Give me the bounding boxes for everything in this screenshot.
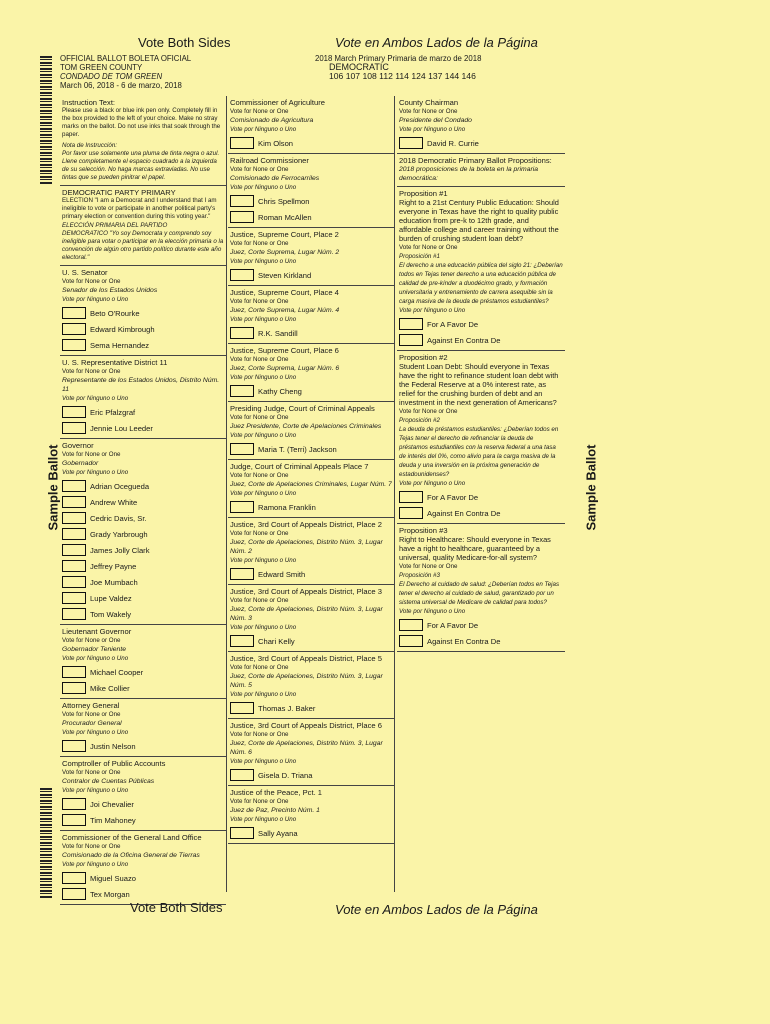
- vote-oval[interactable]: [62, 480, 86, 492]
- proposition-block: [397, 524, 565, 652]
- candidate-option[interactable]: [230, 768, 392, 782]
- candidate-option[interactable]: [230, 384, 392, 398]
- candidate-option[interactable]: [62, 607, 224, 621]
- vote-instruction-es: Vote por Ninguno o Uno: [230, 258, 297, 265]
- vote-oval[interactable]: [230, 443, 254, 455]
- vote-oval[interactable]: [62, 512, 86, 524]
- footer-vote-ambos-lados: Vote en Ambos Lados de la Página: [335, 902, 538, 917]
- official-ballot-title: OFFICIAL BALLOT BOLETA OFICIAL: [60, 54, 192, 63]
- vote-instruction: Vote for None or One: [230, 472, 289, 479]
- race-block: [60, 625, 226, 699]
- candidate-option[interactable]: [62, 887, 224, 901]
- race-title: Justice, 3rd Court of Appeals District, Place 3: [230, 587, 382, 596]
- vote-oval[interactable]: [62, 814, 86, 826]
- propositions-list: [397, 187, 565, 652]
- race-title: Justice, 3rd Court of Appeals District, Place 2: [230, 520, 382, 529]
- race-block: [228, 286, 394, 344]
- vote-instruction: Vote for None or One: [62, 278, 121, 285]
- column-1-races: [60, 266, 226, 905]
- vote-instruction: Vote for None or One: [230, 240, 289, 247]
- race-block: [228, 786, 394, 844]
- instruction-title: Instruction Text:: [62, 98, 116, 107]
- candidate-name: David R. Currie: [427, 138, 479, 148]
- vote-oval[interactable]: [399, 635, 423, 647]
- proposition-title: Proposition #2: [399, 353, 448, 362]
- candidate-name: Beto O'Rourke: [90, 308, 140, 318]
- race-title-es: Gobernador: [62, 460, 99, 467]
- candidate-option[interactable]: [62, 739, 224, 753]
- against-label: Against En Contra De: [427, 335, 501, 345]
- race-title-es: Juez de Paz, Precinto Núm. 1: [230, 807, 320, 814]
- candidate-option[interactable]: [230, 210, 392, 224]
- proposition-text-es: El Derecho al cuidado de salud: ¿Deberían todos en Tejas tener el derecho al cuidado de salud, garantizado por un sistema universal de Medicare de calidad para todos?: [399, 581, 560, 606]
- vote-instruction-es: Vote por Ninguno o Uno: [62, 469, 129, 476]
- candidate-name: Edward Smith: [258, 569, 306, 579]
- vote-oval[interactable]: [230, 568, 254, 580]
- candidate-option[interactable]: [62, 813, 224, 827]
- candidate-name: Sema Hernandez: [90, 340, 150, 350]
- candidate-name: Mike Collier: [90, 683, 130, 693]
- party-declaration: [60, 186, 226, 266]
- vote-instruction: Vote for None or One: [230, 798, 289, 805]
- race-title-es: Juez, Corte Suprema, Lugar Núm. 4: [230, 307, 340, 314]
- candidate-option[interactable]: [62, 338, 224, 352]
- vote-instruction-es: Vote por Ninguno o Uno: [230, 490, 297, 497]
- race-title: Justice, 3rd Court of Appeals District, Place 5: [230, 654, 382, 663]
- proposition-title: Proposition #1: [399, 189, 448, 198]
- candidate-option[interactable]: [62, 665, 224, 679]
- race-title-es: Comisionado de Ferrocarriles: [230, 175, 320, 182]
- vote-instruction: Vote for None or One: [62, 843, 121, 850]
- candidate-option[interactable]: [230, 567, 392, 581]
- candidate-option[interactable]: [62, 543, 224, 557]
- vote-oval[interactable]: [62, 339, 86, 351]
- candidate-name: Ramona Franklin: [258, 502, 316, 512]
- candidate-option[interactable]: [62, 421, 224, 435]
- candidate-option[interactable]: [62, 479, 224, 493]
- county-name-es: CONDADO DE TOM GREEN: [60, 72, 163, 81]
- proposition-block: [397, 351, 565, 524]
- race-block: [228, 228, 394, 286]
- vote-oval[interactable]: [230, 385, 254, 397]
- race-title: County Chairman: [399, 98, 459, 107]
- race-block: [60, 439, 226, 625]
- vote-oval[interactable]: [230, 769, 254, 781]
- candidate-option[interactable]: [62, 575, 224, 589]
- candidate-name: Thomas J. Baker: [258, 703, 316, 713]
- party-declaration-text: ELECTION "I am a Democrat and I understand that I am ineligible to vote or participate in another political party's primary election or convention during this voting year.": [62, 197, 217, 220]
- race-title-es: Juez, Corte de Apelaciones, Distrito Núm. 3, Lugar Núm. 5: [230, 673, 383, 689]
- vote-oval[interactable]: [62, 682, 86, 694]
- race-title: Railroad Commissioner: [230, 156, 309, 165]
- vote-instruction: Vote for None or One: [230, 597, 289, 604]
- candidate-name: Grady Yarbrough: [90, 529, 148, 539]
- instruction-text: Please use a black or blue ink pen only. Completely fill in the box provided to the left of your choice. Make no stray marks on the ballot. Do not use inks that soak through the paper.: [62, 107, 221, 138]
- vote-oval[interactable]: [399, 334, 423, 346]
- candidate-name: Chari Kelly: [258, 636, 295, 646]
- vote-instruction: Vote for None or One: [230, 298, 289, 305]
- candidate-option[interactable]: [62, 871, 224, 885]
- race-title-es: Contralor de Cuentas Públicas: [62, 778, 155, 785]
- candidate-name: R.K. Sandill: [258, 328, 298, 338]
- column-2: [228, 96, 395, 892]
- for-label: For A Favor De: [427, 620, 479, 630]
- candidate-name: Joe Mumbach: [90, 577, 138, 587]
- vote-oval[interactable]: [230, 702, 254, 714]
- county-name: TOM GREEN COUNTY: [60, 63, 143, 72]
- race-title-es: Juez Presidente, Corte de Apelaciones Criminales: [230, 423, 382, 430]
- candidate-option[interactable]: [62, 797, 224, 811]
- vote-oval[interactable]: [62, 544, 86, 556]
- proposition-text-es: La deuda de préstamos estudiantiles: ¿Deberían todos en Tejas tener el derecho de refinanciar la deuda de préstamos estudiantiles con la reserva federal a una tasa de interés del 0%, como alivio para la carga masiva de la deuda y una inversión en la próxima generación de estadounidenses?: [399, 426, 559, 478]
- candidate-name: Gisela D. Triana: [258, 770, 313, 780]
- race-title: Presiding Judge, Court of Criminal Appeals: [230, 404, 375, 413]
- vote-oval[interactable]: [230, 501, 254, 513]
- race-title-es: Juez, Corte Suprema, Lugar Núm. 2: [230, 249, 340, 256]
- candidate-option[interactable]: [62, 511, 224, 525]
- footer-vote-both-sides: Vote Both Sides: [130, 900, 223, 915]
- candidate-name: Steven Kirkland: [258, 270, 312, 280]
- column-3: [397, 96, 565, 652]
- race-block: [60, 266, 226, 356]
- vote-instruction: Vote for None or One: [62, 637, 121, 644]
- candidate-option[interactable]: [230, 500, 392, 514]
- vote-instruction-es: Vote por Ninguno o Uno: [230, 557, 297, 564]
- vote-both-sides-header: Vote Both Sides: [138, 35, 231, 50]
- candidate-option[interactable]: [230, 268, 392, 282]
- race-title: U. S. Senator: [62, 268, 108, 277]
- candidate-name: Miguel Suazo: [90, 873, 137, 883]
- race-title-es: Juez, Corte de Apelaciones, Distrito Núm. 3, Lugar Núm. 2: [230, 539, 383, 555]
- race-title-es: Comisionado de la Oficina General de Tierras: [62, 852, 200, 859]
- vote-instruction: Vote for None or One: [230, 166, 289, 173]
- vote-oval[interactable]: [62, 323, 86, 335]
- race-title-es: Presidente del Condado: [399, 117, 472, 124]
- vote-oval[interactable]: [62, 406, 86, 418]
- vote-against-option[interactable]: [399, 333, 563, 347]
- proposition-title-es: Proposición #2: [399, 417, 440, 424]
- candidate-name: Jeffrey Payne: [90, 561, 137, 571]
- race-title: Judge, Court of Criminal Appeals Place 7: [230, 462, 369, 471]
- race-title: Justice of the Peace, Pct. 1: [230, 788, 323, 797]
- race-title-es: Juez, Corte de Apelaciones, Distrito Núm. 3, Lugar Núm. 6: [230, 740, 383, 756]
- race-block: [228, 154, 394, 228]
- race-title-es: Representante de los Estados Unidos, Distrito Núm. 11: [62, 377, 220, 393]
- vote-instruction: Vote for None or One: [230, 530, 289, 537]
- proposition-text-es: El derecho a una educación pública del siglo 21: ¿Deberían todos en Tejas tener derecho a una educación pública de calidad de pre-kínder a duodécimo grado, y formación universitaria y entrenamiento de carrera asequible sin la carga masiva de la deuda de préstamos estudiantiles?: [399, 262, 563, 305]
- race-title-es: Juez, Corte de Apelaciones, Distrito Núm. 3, Lugar Núm. 3: [230, 606, 383, 622]
- candidate-name: Kim Olson: [258, 138, 294, 148]
- vote-instruction: Vote for None or One: [62, 368, 121, 375]
- vote-instruction: Vote for None or One: [62, 451, 121, 458]
- race-block: [228, 402, 394, 460]
- against-label: Against En Contra De: [427, 508, 501, 518]
- vote-instruction-es: Vote por Ninguno o Uno: [230, 624, 297, 631]
- candidate-name: Jennie Lou Leeder: [90, 423, 153, 433]
- candidate-name: Eric Pfalzgraf: [90, 407, 136, 417]
- candidate-option[interactable]: [62, 559, 224, 573]
- candidate-option[interactable]: [230, 326, 392, 340]
- proposition-text: Right to Healthcare: Should everyone in Texas have a right to healthcare, guaranteed by a universal, quality Medicare-for-all system?: [399, 535, 551, 562]
- against-label: Against En Contra De: [427, 636, 501, 646]
- race-block: [228, 719, 394, 786]
- vote-oval[interactable]: [62, 560, 86, 572]
- candidate-name: Michael Cooper: [90, 667, 144, 677]
- candidate-option[interactable]: [62, 322, 224, 336]
- proposition-text: Student Loan Debt: Should everyone in Texas have the right to refinance student loan debt with the Federal Reserve at a 0% interest rate, as relief for the crushing burden of debt and an investment in the next generation of Americans?: [399, 362, 559, 407]
- candidate-option[interactable]: [62, 527, 224, 541]
- vote-oval[interactable]: [399, 507, 423, 519]
- proposition-title: Proposition #3: [399, 526, 448, 535]
- race-title: Commissioner of Agriculture: [230, 98, 325, 107]
- vote-oval[interactable]: [399, 619, 423, 631]
- vote-instruction-es: Vote por Ninguno o Uno: [230, 432, 297, 439]
- vote-oval[interactable]: [399, 491, 423, 503]
- vote-instruction: Vote for None or One: [399, 244, 458, 251]
- vote-instruction-es: Vote por Ninguno o Uno: [399, 608, 466, 615]
- county-chairman-race: [397, 96, 565, 154]
- race-title-es: Gobernador Teniente: [62, 646, 126, 653]
- candidate-option[interactable]: [399, 136, 563, 150]
- sample-ballot-left-label: Sample Ballot: [45, 444, 61, 531]
- candidate-name: Adrian Ocegueda: [90, 481, 150, 491]
- propositions-header-text-es: 2018 proposiciones de la boleta en la primaria democrática:: [399, 166, 539, 182]
- election-date: March 06, 2018 - 6 de marzo, 2018: [60, 81, 182, 90]
- candidate-option[interactable]: [230, 634, 392, 648]
- vote-instruction: Vote for None or One: [399, 108, 458, 115]
- vote-instruction-es: Vote por Ninguno o Uno: [230, 758, 297, 765]
- vote-oval[interactable]: [230, 827, 254, 839]
- race-title: Justice, Supreme Court, Place 6: [230, 346, 339, 355]
- race-block: [228, 652, 394, 719]
- candidate-name: Roman McAllen: [258, 212, 312, 222]
- vote-instruction-es: Vote por Ninguno o Uno: [62, 395, 129, 402]
- vote-against-option[interactable]: [399, 634, 563, 648]
- for-label: For A Favor De: [427, 492, 479, 502]
- propositions-header: [397, 154, 565, 187]
- candidate-name: James Jolly Clark: [90, 545, 150, 555]
- vote-instruction: Vote for None or One: [62, 769, 121, 776]
- vote-oval[interactable]: [230, 635, 254, 647]
- precinct-list: 106 107 108 112 114 124 137 144 146: [329, 71, 476, 81]
- vote-instruction: Vote for None or One: [230, 108, 289, 115]
- vote-oval[interactable]: [62, 422, 86, 434]
- race-title-es: Juez, Corte de Apelaciones Criminales, Lugar Núm. 7: [230, 481, 392, 488]
- vote-instruction-es: Vote por Ninguno o Uno: [230, 126, 297, 133]
- vote-oval[interactable]: [62, 888, 86, 900]
- vote-instruction: Vote for None or One: [230, 731, 289, 738]
- vote-instruction-es: Vote por Ninguno o Uno: [399, 307, 466, 314]
- candidate-option[interactable]: [230, 701, 392, 715]
- vote-oval[interactable]: [230, 137, 254, 149]
- race-title-es: Juez, Corte Suprema, Lugar Núm. 6: [230, 365, 340, 372]
- vote-oval[interactable]: [230, 269, 254, 281]
- vote-oval[interactable]: [230, 195, 254, 207]
- candidate-name: Tex Morgan: [90, 889, 130, 899]
- race-block: [60, 699, 226, 757]
- candidate-option[interactable]: [62, 591, 224, 605]
- vote-instruction-es: Vote por Ninguno o Uno: [62, 296, 129, 303]
- vote-against-option[interactable]: [399, 506, 563, 520]
- race-title: Justice, Supreme Court, Place 2: [230, 230, 339, 239]
- race-block: [60, 831, 226, 905]
- column-1: [60, 96, 227, 899]
- candidate-option[interactable]: [62, 405, 224, 419]
- proposition-title-es: Proposición #1: [399, 253, 440, 260]
- vote-instruction: Vote for None or One: [62, 711, 121, 718]
- race-block: [228, 96, 394, 154]
- vote-oval[interactable]: [230, 327, 254, 339]
- candidate-name: Chris Spellmon: [258, 196, 310, 206]
- candidate-option[interactable]: [230, 136, 392, 150]
- vote-instruction: Vote for None or One: [399, 408, 458, 415]
- party-declaration-title-es: ELECCIÓN PRIMARIA DEL PARTIDO: [62, 222, 168, 229]
- candidate-name: Tim Mahoney: [90, 815, 136, 825]
- vote-for-option[interactable]: [399, 490, 563, 504]
- proposition-text: Right to a 21st Century Public Education: Should everyone in Texas have the right to quality public education from pre-k to 12th grade, and affordable college and career training without the burden of crushing student loan debt?: [399, 198, 559, 243]
- candidate-name: Kathy Cheng: [258, 386, 302, 396]
- barcode-bottom-left: [40, 788, 52, 898]
- vote-instruction-es: Vote por Ninguno o Uno: [230, 816, 297, 823]
- vote-oval[interactable]: [230, 211, 254, 223]
- race-title: Governor: [62, 441, 94, 450]
- race-title: Justice, Supreme Court, Place 4: [230, 288, 339, 297]
- vote-oval[interactable]: [62, 528, 86, 540]
- vote-oval[interactable]: [62, 872, 86, 884]
- vote-oval[interactable]: [62, 666, 86, 678]
- vote-oval[interactable]: [62, 496, 86, 508]
- instruction-text-es: Por favor use solamente una pluma de tinta negra o azul. Llene completamente el espacio cuadrado a la izquierda de su selección. No haga marcas extraviadas. No use tintas que se pueden pinitrar el papel.: [62, 150, 220, 181]
- candidate-name: Maria T. (Terri) Jackson: [258, 444, 337, 454]
- candidate-name: Sally Ayana: [258, 828, 298, 838]
- race-block: [228, 460, 394, 518]
- for-label: For A Favor De: [427, 319, 479, 329]
- vote-instruction: Vote for None or One: [230, 664, 289, 671]
- race-title: Lieutenant Governor: [62, 627, 132, 636]
- vote-instruction-es: Vote por Ninguno o Uno: [62, 861, 129, 868]
- race-title: Attorney General: [62, 701, 120, 710]
- party-name: DEMOCRATIC: [329, 62, 389, 72]
- race-title-es: Comisionado de Agricultura: [230, 117, 314, 124]
- race-title: Commissioner of the General Land Office: [62, 833, 202, 842]
- candidate-option[interactable]: [230, 442, 392, 456]
- vote-instruction-es: Vote por Ninguno o Uno: [230, 691, 297, 698]
- race-block: [60, 356, 226, 439]
- vote-instruction-es: Vote por Ninguno o Uno: [230, 316, 297, 323]
- vote-oval[interactable]: [399, 318, 423, 330]
- race-title: Justice, 3rd Court of Appeals District, Place 6: [230, 721, 382, 730]
- vote-instruction-es: Vote por Ninguno o Uno: [62, 729, 129, 736]
- vote-instruction-es: Vote por Ninguno o Uno: [399, 480, 466, 487]
- proposition-title-es: Proposición #3: [399, 572, 440, 579]
- vote-oval[interactable]: [399, 137, 423, 149]
- candidate-option[interactable]: [62, 681, 224, 695]
- candidate-name: Justin Nelson: [90, 741, 136, 751]
- vote-oval[interactable]: [62, 592, 86, 604]
- vote-oval[interactable]: [62, 798, 86, 810]
- vote-oval[interactable]: [62, 307, 86, 319]
- sample-ballot-right-label: Sample Ballot: [583, 444, 599, 531]
- column-2-races: [228, 96, 394, 844]
- party-declaration-title: DEMOCRATIC PARTY PRIMARY: [62, 188, 176, 197]
- vote-instruction-es: Vote por Ninguno o Uno: [230, 374, 297, 381]
- vote-instruction: Vote for None or One: [230, 414, 289, 421]
- vote-instruction-es: Vote por Ninguno o Uno: [62, 655, 129, 662]
- propositions-header-text: 2018 Democratic Primary Ballot Propositions:: [399, 156, 552, 165]
- race-title: U. S. Representative District 11: [62, 358, 168, 367]
- vote-instruction-es: Vote por Ninguno o Uno: [62, 787, 129, 794]
- candidate-option[interactable]: [230, 826, 392, 840]
- instruction-title-es: Nota de Instrucción:: [62, 142, 118, 149]
- race-block: [228, 518, 394, 585]
- barcode-top-left: [40, 56, 52, 184]
- vote-for-option[interactable]: [399, 618, 563, 632]
- vote-instruction-es: Vote por Ninguno o Uno: [399, 126, 466, 133]
- candidate-name: Tom Wakely: [90, 609, 132, 619]
- candidate-name: Cedric Davis, Sr.: [90, 513, 147, 523]
- candidate-name: Lupe Valdez: [90, 593, 132, 603]
- candidate-name: Andrew White: [90, 497, 138, 507]
- candidate-option[interactable]: [62, 495, 224, 509]
- vote-oval[interactable]: [62, 608, 86, 620]
- candidate-option[interactable]: [62, 306, 224, 320]
- party-declaration-text-es: DEMOCRATICO "Yo soy Democrata y comprendo soy ineligible para votar o participar en la elección primaria o la convención de algún otro partido político durante este año electoral.": [62, 230, 224, 261]
- race-block: [228, 585, 394, 652]
- proposition-block: [397, 187, 565, 351]
- election-name: 2018 March Primary Primaria de marzo de 2018: [315, 54, 482, 63]
- candidate-option[interactable]: [230, 194, 392, 208]
- candidate-name: Joi Chevalier: [90, 799, 134, 809]
- vote-oval[interactable]: [62, 740, 86, 752]
- race-block: [397, 96, 565, 154]
- vote-instruction-es: Vote por Ninguno o Uno: [230, 184, 297, 191]
- vote-instruction: Vote for None or One: [230, 356, 289, 363]
- instructions-section: [60, 96, 226, 186]
- race-title-es: Procurador General: [62, 720, 122, 727]
- vote-ambos-lados-header: Vote en Ambos Lados de la Página: [335, 35, 538, 50]
- vote-instruction: Vote for None or One: [399, 563, 458, 570]
- race-block: [60, 757, 226, 831]
- vote-oval[interactable]: [62, 576, 86, 588]
- race-title-es: Senador de los Estados Unidos: [62, 287, 158, 294]
- race-block: [228, 344, 394, 402]
- vote-for-option[interactable]: [399, 317, 563, 331]
- candidate-name: Edward Kimbrough: [90, 324, 155, 334]
- race-title: Comptroller of Public Accounts: [62, 759, 166, 768]
